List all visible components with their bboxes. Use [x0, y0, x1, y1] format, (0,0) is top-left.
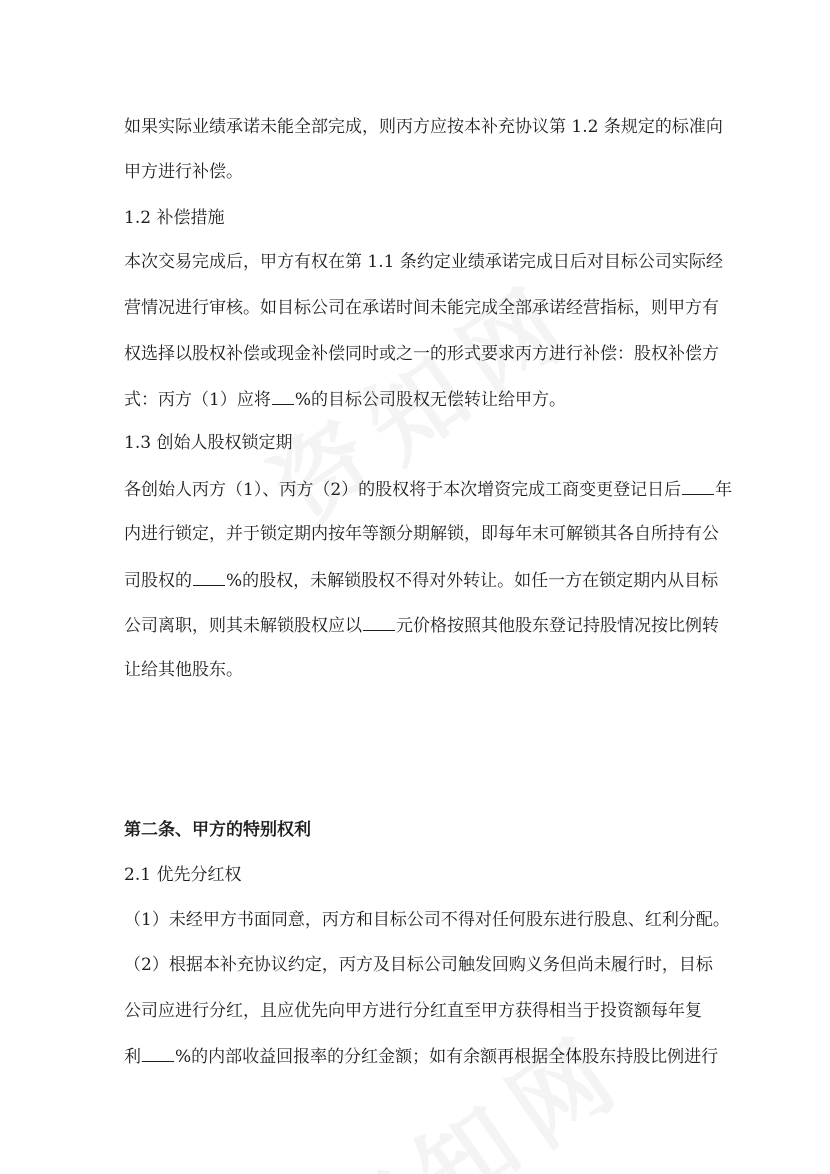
section-heading-1-2: 1.2 补偿措施: [124, 208, 225, 228]
section-heading-2-1: 2.1 优先分红权: [124, 865, 242, 885]
paragraph-line-with-blank: [124, 478, 732, 501]
text-segment: 元价格按照其他股东登记持股情况按比例转: [396, 616, 719, 636]
text-segment: %的股权，未解锁股权不得对外转让。如任一方在锁定期内从目标: [226, 571, 719, 591]
paragraph-line: 营情况进行审核。如目标公司在承诺时间未能完成全部承诺经营指标，则甲方有: [124, 298, 719, 318]
paragraph-line-with-blank: [124, 569, 718, 592]
paragraph-line: （2）根据本补充协议约定，丙方及目标公司触发回购义务但尚未履行时，目标: [124, 955, 713, 975]
text-segment: 司股权的: [124, 571, 192, 591]
section-heading-1-3: 1.3 创始人股权锁定期: [124, 433, 293, 453]
fill-blank: [272, 388, 294, 405]
paragraph-line: 甲方进行补偿。: [124, 162, 243, 182]
paragraph-line-with-blank: [124, 388, 566, 411]
text-segment: 公司离职，则其未解锁股权应以: [124, 616, 362, 636]
paragraph-line-with-blank: [124, 1045, 718, 1068]
fill-blank: [193, 569, 225, 586]
paragraph-line: 公司应进行分红，且应优先向甲方进行分红直至甲方获得相当于投资额每年复: [124, 1001, 702, 1021]
fill-blank: [363, 614, 395, 631]
text-segment: 式：丙方（1）应将: [124, 390, 271, 410]
paragraph-line: （1）未经甲方书面同意，丙方和目标公司不得对任何股东进行股息、红利分配。: [124, 910, 730, 930]
text-segment: %的内部收益回报率的分红金额；如有余额再根据全体股东持股比例进行: [175, 1047, 719, 1067]
paragraph-line: 本次交易完成后，甲方有权在第 1.1 条约定业绩承诺完成日后对目标公司实际经: [124, 252, 723, 272]
paragraph-line: 内进行锁定，并于锁定期内按年等额分期解锁，即每年末可解锁其各自所持有公: [124, 524, 719, 544]
paragraph-line: 权选择以股权补偿或现金补偿同时或之一的形式要求丙方进行补偿：股权补偿方: [124, 344, 719, 364]
paragraph-line: 让给其他股东。: [124, 660, 243, 680]
text-segment: 各创始人丙方（1）、丙方（2）的股权将于本次增资完成工商变更登记日后: [124, 480, 682, 500]
text-segment: %的目标公司股权无偿转让给甲方。: [294, 390, 566, 410]
paragraph-line-with-blank: [124, 614, 719, 637]
text-segment: 年: [715, 480, 733, 500]
fill-blank: [682, 478, 714, 495]
article-heading-2: 第二条、甲方的特别权利: [124, 820, 311, 840]
text-segment: 利: [124, 1047, 141, 1067]
fill-blank: [142, 1045, 174, 1062]
paragraph-line: 如果实际业绩承诺未能全部完成，则丙方应按本补充协议第 1.2 条规定的标准向: [124, 117, 723, 137]
